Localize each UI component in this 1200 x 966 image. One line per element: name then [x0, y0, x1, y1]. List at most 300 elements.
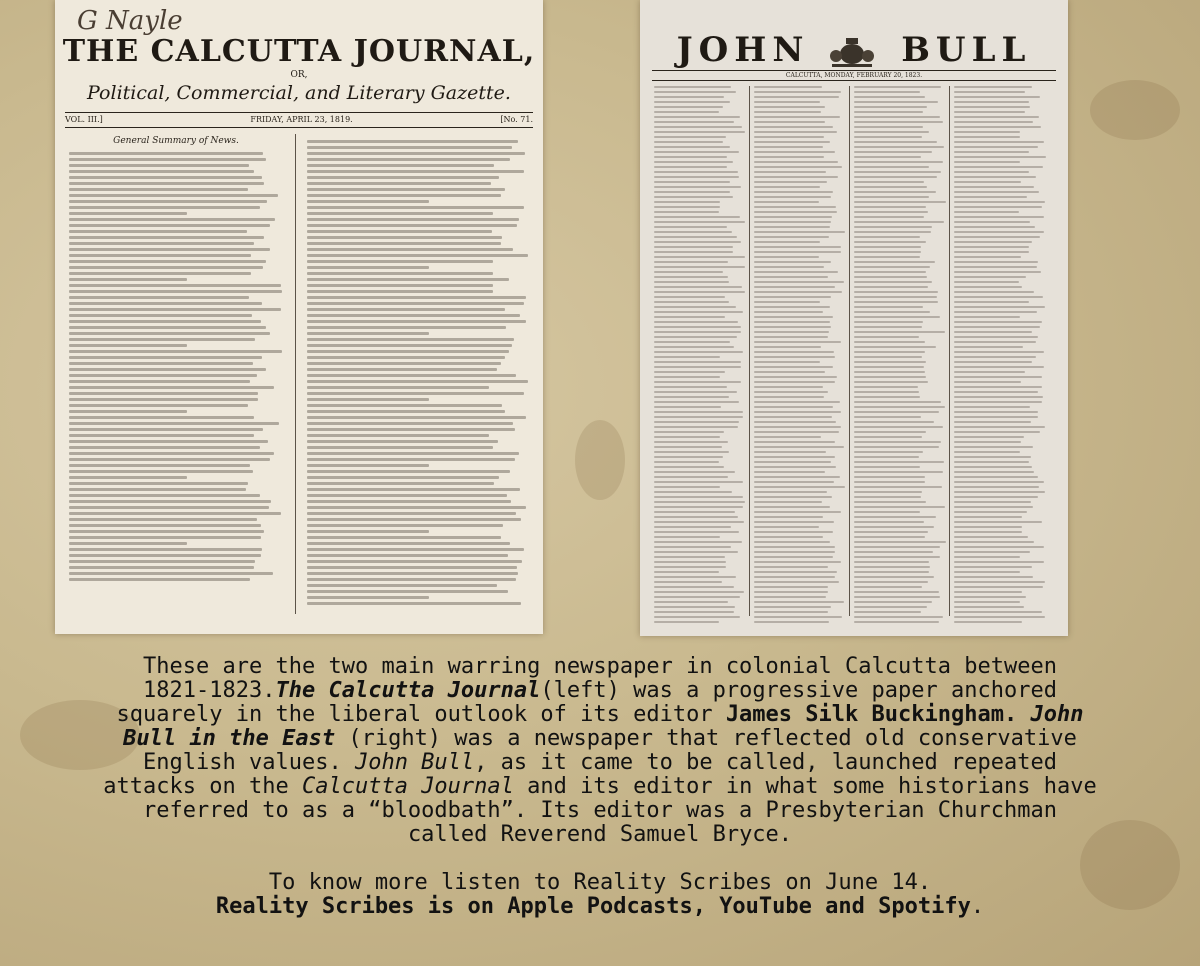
caption-line	[0, 703, 1200, 727]
print-line	[754, 591, 828, 593]
print-line	[69, 308, 281, 311]
print-line	[654, 406, 721, 408]
print-line	[654, 296, 725, 298]
print-line	[954, 221, 1030, 223]
print-line	[754, 416, 832, 418]
print-line	[307, 602, 521, 605]
print-line	[954, 546, 1044, 548]
caption-text: 1821-1823.	[143, 678, 276, 703]
print-line	[307, 278, 509, 281]
print-line	[654, 396, 729, 398]
print-line	[854, 176, 937, 178]
print-line	[654, 361, 741, 363]
print-line	[954, 506, 1033, 508]
print-line	[754, 271, 838, 273]
caption-text: and its editor in what some historians have	[513, 774, 1097, 799]
print-line	[307, 530, 429, 533]
john-bull-page	[640, 0, 1068, 636]
print-line	[954, 616, 1045, 618]
print-line	[854, 316, 940, 318]
print-line	[754, 396, 824, 398]
print-line	[69, 434, 254, 437]
print-line	[854, 601, 932, 603]
print-line	[954, 456, 1031, 458]
print-line	[854, 366, 924, 368]
handwritten-signature: G Nayle	[77, 6, 183, 36]
article-column	[754, 86, 846, 626]
print-line	[654, 216, 740, 218]
print-line	[854, 486, 942, 488]
print-line	[654, 131, 745, 133]
print-line	[654, 301, 729, 303]
print-line	[307, 404, 502, 407]
print-line	[754, 91, 841, 93]
print-line	[754, 266, 824, 268]
print-line	[754, 101, 820, 103]
print-line	[954, 206, 1042, 208]
print-line	[954, 116, 1039, 118]
print-line	[754, 491, 827, 493]
print-line	[307, 518, 521, 521]
print-line	[854, 606, 927, 608]
print-line	[69, 560, 255, 563]
print-line	[954, 511, 1027, 513]
print-line	[69, 380, 250, 383]
print-line	[69, 320, 261, 323]
print-line	[654, 376, 720, 378]
dateline-rule	[65, 127, 533, 128]
print-line	[754, 446, 844, 448]
print-line	[654, 111, 719, 113]
print-line	[69, 512, 281, 515]
print-line	[954, 431, 1040, 433]
print-line	[307, 266, 429, 269]
print-line	[854, 536, 925, 538]
print-line	[754, 136, 824, 138]
print-line	[307, 446, 493, 449]
print-line	[754, 171, 826, 173]
print-line	[854, 511, 920, 513]
volume-label: VOL. III.]	[65, 115, 103, 124]
print-line	[954, 391, 1038, 393]
print-line	[754, 571, 837, 573]
print-line	[954, 461, 1029, 463]
print-line	[69, 410, 187, 413]
print-line	[854, 106, 927, 108]
print-line	[654, 461, 719, 463]
print-line	[307, 158, 510, 161]
print-line	[654, 426, 738, 428]
print-line	[954, 581, 1045, 583]
print-line	[854, 401, 941, 403]
print-line	[954, 601, 1020, 603]
print-line	[307, 146, 512, 149]
print-line	[654, 166, 727, 168]
print-line	[307, 494, 507, 497]
print-line	[754, 236, 829, 238]
print-line	[754, 311, 823, 313]
print-line	[954, 211, 1019, 213]
print-line	[954, 166, 1043, 168]
print-line	[307, 272, 493, 275]
print-line	[854, 216, 924, 218]
print-line	[854, 141, 937, 143]
print-line	[307, 200, 429, 203]
print-line	[754, 256, 819, 258]
print-line	[654, 291, 745, 293]
print-line	[954, 276, 1026, 278]
print-line	[307, 578, 516, 581]
print-line	[954, 111, 1025, 113]
print-line	[654, 86, 731, 88]
print-line	[654, 526, 731, 528]
print-line	[307, 524, 503, 527]
print-line	[954, 526, 1022, 528]
print-line	[954, 136, 1020, 138]
print-line	[754, 366, 833, 368]
print-line	[954, 471, 1034, 473]
print-line	[854, 121, 943, 123]
print-line	[69, 158, 266, 161]
john-bull-title: John Bull	[354, 750, 475, 775]
john-bull-title: Bull in the East	[123, 726, 336, 751]
print-line	[307, 440, 498, 443]
print-line	[854, 161, 943, 163]
print-line	[654, 536, 720, 538]
print-line	[954, 311, 1037, 313]
print-line	[754, 286, 835, 288]
print-line	[654, 191, 730, 193]
print-line	[854, 381, 928, 383]
print-line	[69, 440, 268, 443]
print-line	[854, 586, 922, 588]
print-line	[954, 361, 1032, 363]
print-line	[954, 286, 1022, 288]
print-line	[69, 476, 187, 479]
print-line	[307, 542, 510, 545]
print-line	[854, 306, 923, 308]
print-line	[754, 181, 827, 183]
print-line	[69, 368, 266, 371]
print-line	[307, 248, 513, 251]
calcutta-journal-page	[55, 0, 543, 634]
print-line	[307, 356, 505, 359]
print-line	[754, 516, 823, 518]
print-line	[307, 476, 499, 479]
print-line	[654, 366, 741, 368]
print-line	[954, 556, 1020, 558]
print-line	[69, 554, 261, 557]
print-line	[69, 218, 275, 221]
print-line	[954, 386, 1042, 388]
print-line	[854, 196, 929, 198]
print-line	[307, 368, 497, 371]
article-column	[954, 86, 1046, 626]
print-line	[69, 578, 250, 581]
print-line	[654, 256, 745, 258]
print-line	[69, 326, 266, 329]
print-line	[854, 556, 940, 558]
print-line	[307, 308, 505, 311]
print-line	[307, 332, 429, 335]
print-line	[854, 101, 938, 103]
print-line	[954, 536, 1028, 538]
print-line	[307, 464, 429, 467]
print-line	[69, 572, 273, 575]
print-line	[954, 416, 1038, 418]
print-line	[954, 216, 1044, 218]
print-line	[754, 106, 825, 108]
caption-line	[0, 655, 1200, 679]
print-line	[654, 226, 727, 228]
print-line	[954, 201, 1045, 203]
print-line	[69, 224, 270, 227]
print-line	[754, 251, 841, 253]
print-line	[854, 421, 934, 423]
print-line	[854, 596, 940, 598]
print-line	[654, 466, 724, 468]
print-line	[954, 186, 1034, 188]
print-line	[654, 436, 720, 438]
print-line	[754, 606, 831, 608]
print-line	[654, 186, 741, 188]
print-line	[307, 590, 508, 593]
print-line	[854, 576, 934, 578]
print-line	[854, 616, 943, 618]
print-line	[654, 221, 745, 223]
print-line	[754, 276, 828, 278]
masthead-rule	[652, 70, 1056, 71]
print-line	[654, 601, 728, 603]
print-line	[854, 406, 945, 408]
print-line	[69, 350, 282, 353]
print-line	[754, 441, 835, 443]
print-line	[654, 381, 741, 383]
print-line	[307, 470, 510, 473]
print-line	[954, 351, 1044, 353]
print-line	[954, 261, 1038, 263]
dateline	[652, 72, 1056, 79]
print-line	[754, 111, 821, 113]
print-line	[954, 316, 1020, 318]
print-line	[69, 386, 274, 389]
caption-text: English values.	[143, 750, 355, 775]
print-line	[754, 461, 831, 463]
print-line	[654, 126, 742, 128]
caption-text: (right) was a newspaper that reflected old conservative	[335, 726, 1077, 751]
print-line	[954, 91, 1025, 93]
print-line	[69, 416, 254, 419]
print-line	[954, 121, 1033, 123]
print-line	[654, 196, 733, 198]
print-line	[307, 164, 494, 167]
print-line	[654, 156, 727, 158]
background-stain	[1090, 80, 1180, 140]
print-line	[69, 284, 281, 287]
print-line	[69, 344, 187, 347]
print-line	[69, 500, 271, 503]
print-line	[654, 306, 736, 308]
print-line	[854, 621, 939, 623]
calcutta-journal-masthead: THE CALCUTTA JOURNAL,	[62, 34, 536, 69]
caption-line	[0, 799, 1200, 823]
print-line	[854, 231, 931, 233]
print-line	[307, 458, 515, 461]
print-line	[69, 170, 254, 173]
print-line	[754, 121, 825, 123]
print-line	[69, 530, 264, 533]
print-line	[854, 201, 946, 203]
print-line	[854, 256, 920, 258]
print-line	[69, 422, 279, 425]
print-line	[854, 286, 928, 288]
print-line	[754, 616, 842, 618]
print-line	[854, 126, 923, 128]
print-line	[654, 496, 743, 498]
print-line	[854, 446, 939, 448]
print-line	[654, 276, 728, 278]
print-line	[754, 561, 841, 563]
print-line	[954, 591, 1022, 593]
print-line	[307, 398, 429, 401]
print-line	[754, 131, 837, 133]
print-line	[954, 396, 1043, 398]
print-line	[69, 290, 282, 293]
print-line	[954, 426, 1045, 428]
print-line	[307, 218, 519, 221]
print-line	[654, 176, 739, 178]
print-line	[307, 152, 525, 155]
print-line	[954, 236, 1040, 238]
print-line	[307, 314, 520, 317]
print-line	[654, 431, 724, 433]
print-line	[854, 471, 943, 473]
print-line	[307, 236, 502, 239]
print-line	[854, 311, 930, 313]
caption-text: These are the two main warring newspaper in colonial Calcutta between	[143, 654, 1057, 679]
print-line	[854, 326, 922, 328]
print-line	[654, 456, 723, 458]
print-line	[754, 506, 830, 508]
print-line	[954, 331, 1032, 333]
print-line	[854, 426, 943, 428]
print-line	[954, 441, 1021, 443]
print-line	[307, 350, 509, 353]
caption-text: squarely in the liberal outlook of its editor	[116, 702, 726, 727]
print-line	[754, 391, 828, 393]
column-divider	[295, 134, 296, 614]
print-line	[854, 236, 920, 238]
print-line	[954, 411, 1038, 413]
print-line	[307, 182, 491, 185]
print-line	[754, 296, 831, 298]
print-line	[954, 181, 1021, 183]
print-line	[854, 456, 919, 458]
print-line	[654, 566, 726, 568]
print-line	[854, 111, 923, 113]
article-column	[654, 86, 746, 626]
print-line	[954, 481, 1044, 483]
print-line	[654, 511, 735, 513]
print-line	[654, 556, 725, 558]
print-line	[754, 346, 821, 348]
print-line	[954, 151, 1029, 153]
print-line	[854, 566, 930, 568]
print-line	[754, 601, 844, 603]
print-line	[754, 201, 819, 203]
print-line	[754, 471, 825, 473]
print-line	[854, 86, 941, 88]
print-line	[69, 524, 261, 527]
print-line	[954, 496, 1038, 498]
print-line	[69, 338, 255, 341]
john-bull-title: John	[1030, 702, 1084, 727]
print-line	[854, 561, 929, 563]
print-line	[307, 260, 493, 263]
print-line	[954, 406, 1030, 408]
article-column	[854, 86, 946, 626]
print-line	[654, 96, 724, 98]
caption-line	[0, 751, 1200, 775]
caption-line	[0, 679, 1200, 703]
print-line	[854, 431, 926, 433]
print-line	[754, 146, 823, 148]
print-line	[654, 531, 739, 533]
caption-line	[0, 727, 1200, 751]
editor-name: James Silk Buckingham	[725, 702, 1004, 727]
print-line	[754, 576, 835, 578]
print-line	[854, 191, 936, 193]
print-line	[307, 416, 526, 419]
print-line	[954, 486, 1039, 488]
print-line	[754, 216, 832, 218]
print-line	[307, 488, 520, 491]
print-line	[754, 511, 841, 513]
print-line	[854, 296, 937, 298]
print-line	[954, 611, 1042, 613]
print-line	[854, 581, 928, 583]
print-line	[69, 470, 253, 473]
print-line	[854, 461, 944, 463]
print-line	[754, 521, 834, 523]
masthead-rule	[65, 112, 533, 113]
print-line	[654, 326, 741, 328]
print-line	[954, 281, 1019, 283]
print-line	[854, 546, 940, 548]
print-line	[754, 156, 824, 158]
masthead-word-bull: BULL	[901, 30, 1032, 70]
print-line	[69, 182, 264, 185]
print-line	[307, 554, 508, 557]
print-line	[307, 320, 526, 323]
print-line	[954, 531, 1022, 533]
print-line	[754, 621, 829, 623]
print-line	[654, 136, 726, 138]
print-line	[954, 101, 1029, 103]
print-line	[654, 266, 745, 268]
print-line	[69, 362, 253, 365]
print-line	[854, 391, 919, 393]
print-line	[954, 96, 1040, 98]
print-line	[69, 404, 248, 407]
print-line	[307, 386, 489, 389]
print-line	[754, 406, 833, 408]
podcast-platforms: Reality Scribes is on Apple Podcasts, YouTube and Spotify	[215, 894, 971, 919]
print-line	[69, 452, 274, 455]
print-line	[69, 278, 187, 281]
print-line	[854, 166, 929, 168]
print-line	[754, 431, 839, 433]
